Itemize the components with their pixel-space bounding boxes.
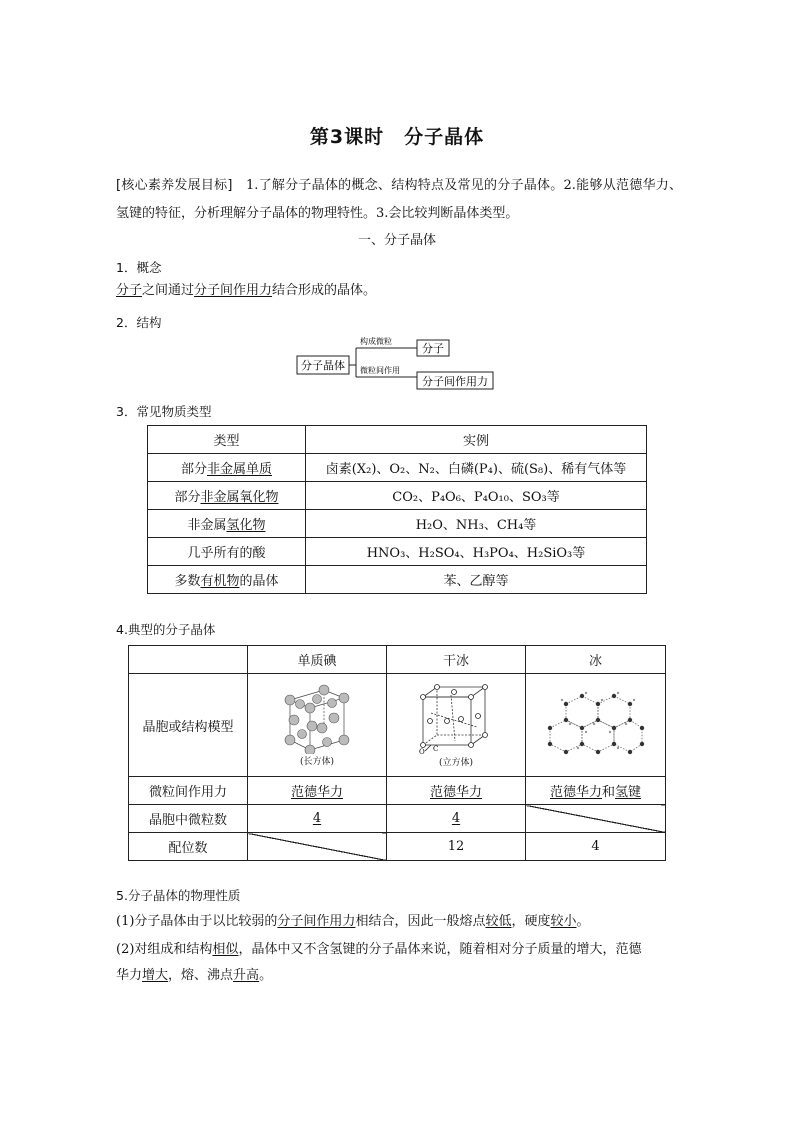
section-title: 一、分子晶体 xyxy=(357,233,436,248)
page-title: 第3课时 分子晶体 xyxy=(309,126,485,148)
table-row xyxy=(148,454,647,482)
example-cell: 苯、乙醇等 xyxy=(306,566,647,594)
type-pre: 部分 xyxy=(180,462,207,477)
type-cell xyxy=(148,566,306,594)
table-row xyxy=(148,482,647,510)
p2-seg: ，晶体中又不含氢键的分子晶体来说，随着相对分子质量的增大，范德 xyxy=(238,942,642,957)
concept-plain-1: 之间通过 xyxy=(142,283,195,298)
force-ice-vdw: 范德华力 xyxy=(549,785,602,800)
physical-p3 xyxy=(116,966,686,986)
p1-seg: 相结合，因此一般熔点 xyxy=(355,914,486,929)
ice-structure-image xyxy=(546,690,646,760)
row-label-count: 晶胞中微粒数 xyxy=(129,805,248,833)
structure-heading: 2．结构 xyxy=(116,315,162,330)
co2-o-label: O xyxy=(419,747,425,755)
ice-model-cell xyxy=(526,674,666,777)
concept-plain-2: 结合形成的晶体。 xyxy=(272,283,377,298)
force-ice xyxy=(526,777,666,805)
type-underline: 氢化物 xyxy=(226,518,266,533)
p1-underline: 较低 xyxy=(485,914,512,929)
concept-heading: 1．概念 xyxy=(116,260,162,275)
row-label-coord: 配位数 xyxy=(129,833,248,861)
p3-underline: 升高 xyxy=(233,968,260,983)
example-cell: 卤素(X₂)、O₂、N₂、白磷(P₄)、硫(S₈)、稀有气体等 xyxy=(306,454,647,482)
structure-box-label: 分子晶体 xyxy=(301,359,345,372)
p2-seg: (2)对组成和结构 xyxy=(116,942,213,957)
types-table xyxy=(147,425,647,594)
p2-underline: 相似 xyxy=(212,942,239,957)
p3-seg: 华力 xyxy=(116,968,143,983)
table-row xyxy=(129,833,666,861)
types-header-example: 实例 xyxy=(306,426,647,454)
count-iodine xyxy=(248,805,387,833)
p3-seg: ，熔、沸点 xyxy=(168,968,234,983)
coord-ice: 4 xyxy=(526,833,666,861)
coord-dry-ice: 12 xyxy=(387,833,526,861)
physical-heading: 5.分子晶体的物理性质 xyxy=(116,888,241,903)
type-pre: 部分 xyxy=(174,490,201,505)
count-dry-ice xyxy=(387,805,526,833)
structure-upper-label: 构成微粒 xyxy=(360,337,392,346)
goals-text: 1.了解分子晶体的概念、结构特点及常见的分子晶体。2.能够从范德华力、氢键的特征，分析理解分子晶体的物理特性。3.会比较判断晶体类型。 xyxy=(116,178,682,221)
force-dry-ice-text: 范德华力 xyxy=(429,785,482,800)
core-goals xyxy=(116,172,682,228)
dry-ice-caption: (立方体) xyxy=(438,757,474,768)
p1-underline: 分子间作用力 xyxy=(277,914,356,929)
p1-seg: 。 xyxy=(576,914,590,929)
concept-underline-2: 分子间作用力 xyxy=(194,283,273,298)
iodine-model-cell xyxy=(248,674,387,777)
table-row xyxy=(129,777,666,805)
p1-underline: 较小 xyxy=(550,914,577,929)
concept-underline-1: 分子 xyxy=(116,283,143,298)
table-header-row xyxy=(148,426,647,454)
concept-text xyxy=(116,281,376,301)
count-dry-ice-text: 4 xyxy=(451,811,461,826)
corner-cell xyxy=(129,646,248,674)
types-header-type: 类型 xyxy=(148,426,306,454)
table-row xyxy=(148,510,647,538)
structure-diagram xyxy=(290,333,505,393)
coord-iodine-empty xyxy=(248,833,387,861)
type-cell xyxy=(148,510,306,538)
type-post: 的晶体 xyxy=(239,574,279,589)
physical-p2 xyxy=(116,940,686,960)
table-row xyxy=(129,674,666,777)
p1-seg: (1)分子晶体由于以比较弱的 xyxy=(116,914,278,929)
count-ice-empty xyxy=(526,805,666,833)
structure-upper-value: 分子 xyxy=(422,342,444,355)
typical-heading: 4.典型的分子晶体 xyxy=(116,622,216,637)
force-iodine xyxy=(248,777,387,805)
type-cell xyxy=(148,454,306,482)
type-underline: 非金属氧化物 xyxy=(200,490,279,505)
structure-lower-label: 微粒间作用 xyxy=(360,366,400,375)
example-cell: CO₂、P₄O₆、P₄O₁₀、SO₃等 xyxy=(306,482,647,510)
dryice-model-cell xyxy=(387,674,526,777)
co2-c-label: C xyxy=(433,744,439,753)
count-iodine-text: 4 xyxy=(312,811,322,826)
example-cell: H₂O、NH₃、CH₄等 xyxy=(306,510,647,538)
type-cell xyxy=(148,482,306,510)
col-dry-ice: 干冰 xyxy=(387,646,526,674)
row-label-model: 晶胞或结构模型 xyxy=(129,674,248,777)
types-heading: 3．常见物质类型 xyxy=(116,404,212,419)
type-underline: 有机物 xyxy=(200,574,240,589)
type-cell: 几乎所有的酸 xyxy=(148,538,306,566)
type-pre: 非金属 xyxy=(187,518,227,533)
structure-lower-value: 分子间作用力 xyxy=(422,375,488,388)
iodine-caption: (长方体) xyxy=(299,756,335,767)
force-iodine-text: 范德华力 xyxy=(290,785,343,800)
force-ice-hbond: 氢键 xyxy=(615,785,642,800)
iodine-cell-image xyxy=(272,684,362,754)
p3-underline: 增大 xyxy=(142,968,169,983)
example-cell: HNO₃、H₂SO₄、H₃PO₄、H₂SiO₃等 xyxy=(306,538,647,566)
table-row xyxy=(148,566,647,594)
force-ice-and: 和 xyxy=(601,785,615,800)
force-dry-ice xyxy=(387,777,526,805)
physical-p1 xyxy=(116,912,686,932)
typical-table xyxy=(128,645,666,861)
table-row xyxy=(148,538,647,566)
type-pre: 多数 xyxy=(174,574,201,589)
p1-seg: ，硬度 xyxy=(511,914,551,929)
dry-ice-cell-image xyxy=(411,683,501,755)
col-iodine: 单质碘 xyxy=(248,646,387,674)
p3-seg: 。 xyxy=(259,968,273,983)
table-row xyxy=(129,805,666,833)
col-ice: 冰 xyxy=(526,646,666,674)
row-label-force: 微粒间作用力 xyxy=(129,777,248,805)
type-underline: 非金属单质 xyxy=(207,462,273,477)
goals-tag: [核心素养发展目标] xyxy=(116,178,233,193)
table-header-row xyxy=(129,646,666,674)
